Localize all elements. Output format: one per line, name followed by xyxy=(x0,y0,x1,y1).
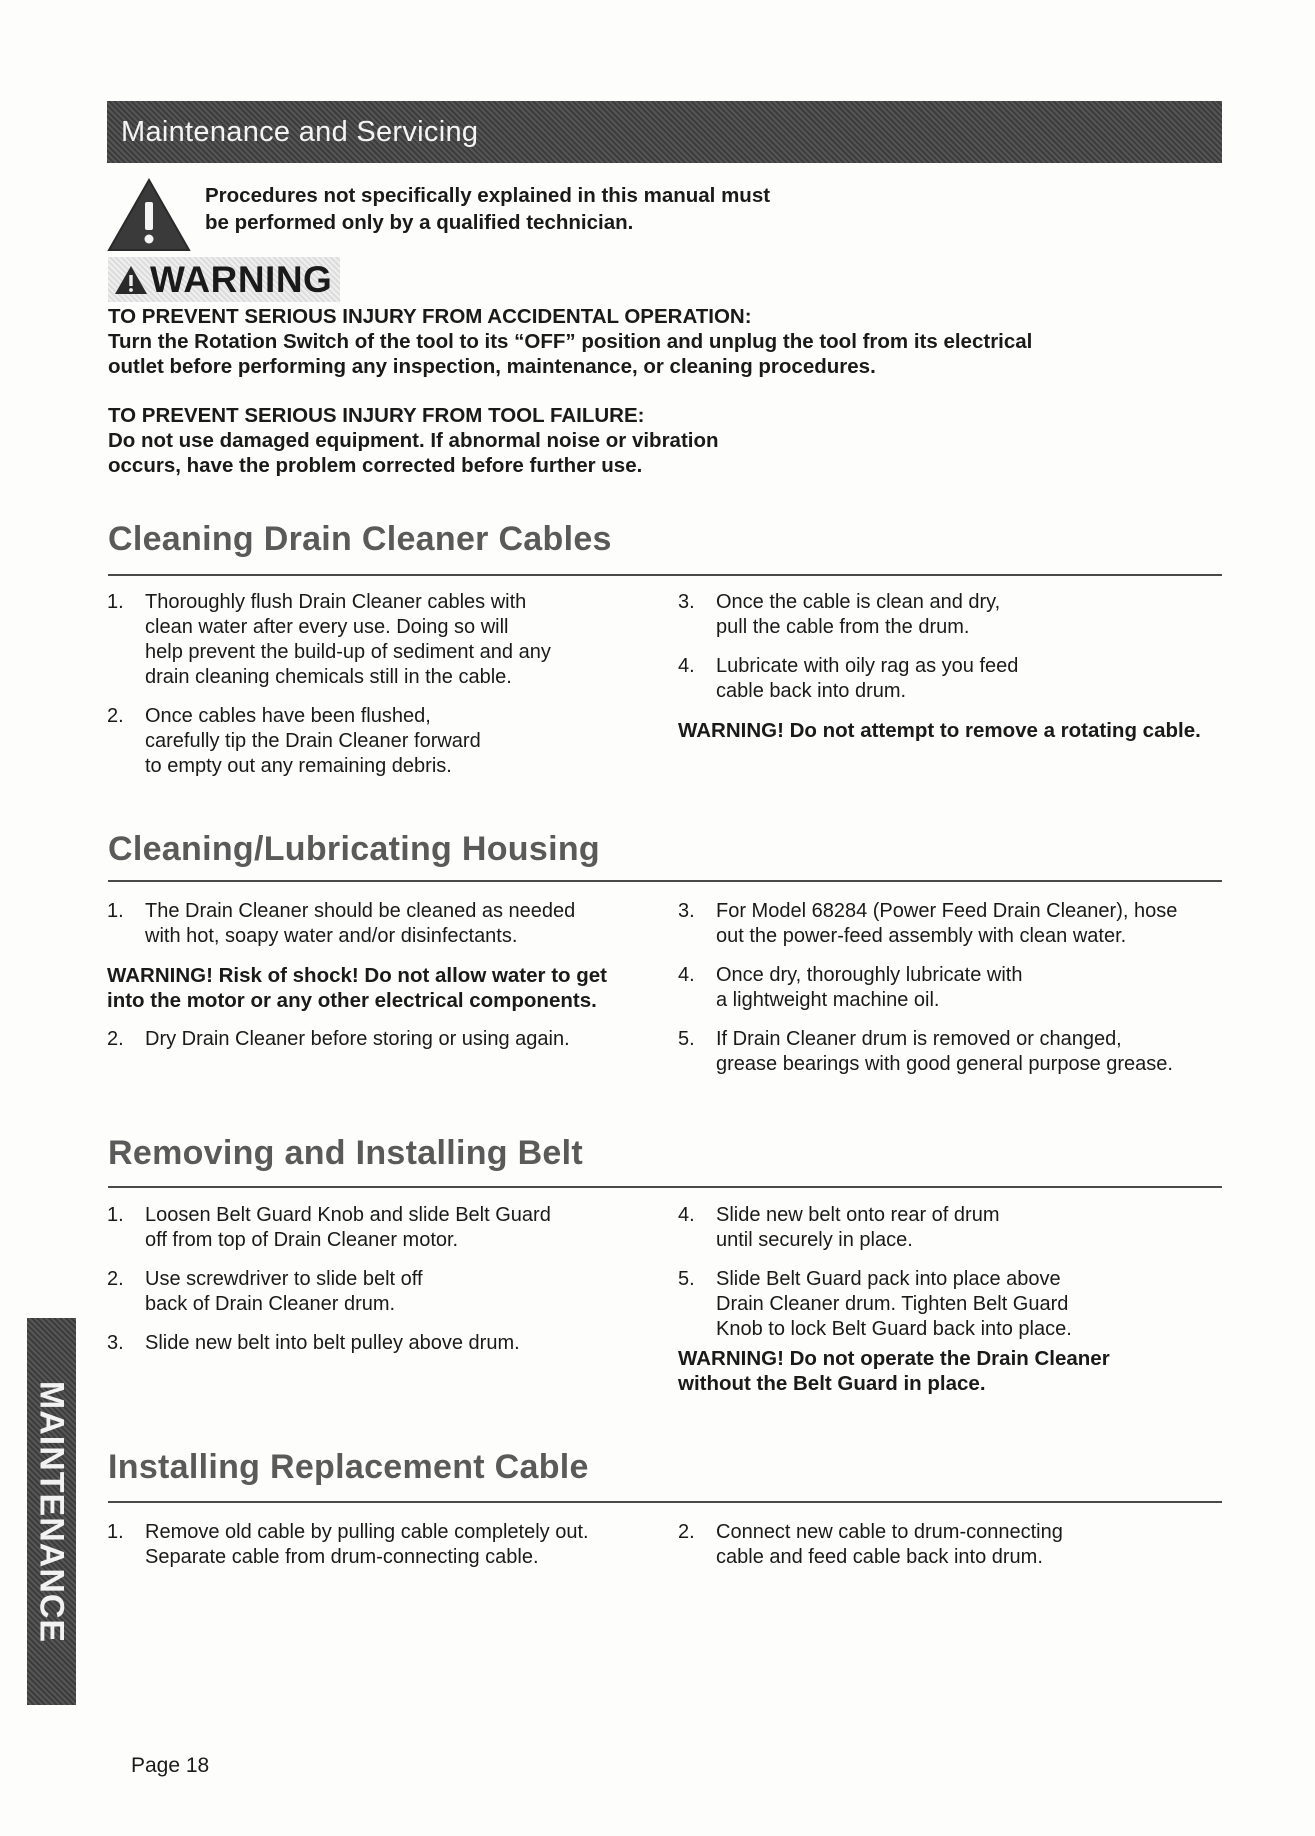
warning-line: TO PREVENT SERIOUS INJURY FROM ACCIDENTAL OPERATION: xyxy=(108,305,752,328)
item-line: carefully tip the Drain Cleaner forward xyxy=(145,730,481,752)
item-line: Knob to lock Belt Guard back into place. xyxy=(716,1318,1072,1340)
list-item xyxy=(678,654,1201,704)
section-divider xyxy=(108,574,1222,576)
warning-line: without the Belt Guard in place. xyxy=(678,1372,986,1395)
cables-left-column xyxy=(107,590,551,793)
item-line: to empty out any remaining debris. xyxy=(145,755,452,777)
belt-right-column xyxy=(678,1203,1110,1410)
list-item xyxy=(107,704,551,779)
caution-triangle-icon xyxy=(107,178,191,252)
item-line: Thoroughly flush Drain Cleaner cables with xyxy=(145,591,527,613)
item-number: 4. xyxy=(678,655,695,677)
warning-line: WARNING! Risk of shock! Do not allow water to get xyxy=(107,964,607,987)
replacement-right-column xyxy=(678,1520,1063,1584)
item-line: Connect new cable to drum-connecting xyxy=(716,1521,1063,1543)
shock-warning xyxy=(107,963,607,1013)
warning-tool-failure xyxy=(108,403,719,478)
belt-left-column xyxy=(107,1203,551,1370)
item-line: Dry Drain Cleaner before storing or using again. xyxy=(145,1028,570,1050)
item-number: 3. xyxy=(678,591,695,613)
item-line: clean water after every use. Doing so will xyxy=(145,616,509,638)
list-item xyxy=(678,899,1177,949)
item-number: 2. xyxy=(107,1028,124,1050)
item-line: with hot, soapy water and/or disinfectants. xyxy=(145,925,518,947)
item-line: Slide Belt Guard pack into place above xyxy=(716,1268,1061,1290)
list-item xyxy=(107,1203,551,1253)
item-line: For Model 68284 (Power Feed Drain Cleaner), hose xyxy=(716,900,1178,922)
item-number: 1. xyxy=(107,900,124,922)
warning-triangle-icon xyxy=(114,265,148,295)
item-line: The Drain Cleaner should be cleaned as needed xyxy=(145,900,576,922)
item-number: 2. xyxy=(107,1268,124,1290)
list-item xyxy=(678,590,1201,640)
section-banner xyxy=(107,101,1222,163)
section-title-housing: Cleaning/Lubricating Housing xyxy=(108,830,600,868)
item-line: Use screwdriver to slide belt off xyxy=(145,1268,423,1290)
list-item xyxy=(107,1027,607,1052)
item-line: Drain Cleaner drum. Tighten Belt Guard xyxy=(716,1293,1069,1315)
section-divider xyxy=(108,1186,1222,1188)
list-item xyxy=(107,590,551,690)
list-item xyxy=(678,1203,1110,1253)
belt-guard-warning xyxy=(678,1346,1110,1396)
section-title-replacement-cable: Installing Replacement Cable xyxy=(108,1448,589,1486)
item-line: Lubricate with oily rag as you feed xyxy=(716,655,1019,677)
banner-title: Maintenance and Servicing xyxy=(121,115,479,148)
warning-line: occurs, have the problem corrected before further use. xyxy=(108,454,643,477)
housing-right-column xyxy=(678,899,1177,1091)
section-title-belt: Removing and Installing Belt xyxy=(108,1134,584,1172)
item-line: out the power-feed assembly with clean water. xyxy=(716,925,1127,947)
item-line: Remove old cable by pulling cable completely out. xyxy=(145,1521,589,1543)
list-item xyxy=(678,963,1177,1013)
caution-notice xyxy=(107,178,1007,256)
item-line: back of Drain Cleaner drum. xyxy=(145,1293,396,1315)
warning-line: Turn the Rotation Switch of the tool to its “OFF” position and unplug the tool from its electrical xyxy=(108,330,1033,353)
housing-left-column xyxy=(107,899,607,1066)
list-item xyxy=(107,1331,551,1356)
item-line: If Drain Cleaner drum is removed or changed, xyxy=(716,1028,1122,1050)
item-number: 1. xyxy=(107,1204,124,1226)
item-line: help prevent the build-up of sediment and any xyxy=(145,641,551,663)
warning-badge xyxy=(108,257,340,302)
item-number: 1. xyxy=(107,591,124,613)
side-tab-label: MAINTENANCE xyxy=(32,1380,71,1644)
replacement-left-column xyxy=(107,1520,589,1584)
item-line: Once the cable is clean and dry, xyxy=(716,591,1001,613)
caution-line: be performed only by a qualified technician. xyxy=(205,211,634,234)
warning-badge-label: WARNING xyxy=(150,258,333,300)
item-line: grease bearings with good general purpose grease. xyxy=(716,1053,1173,1075)
item-line: Slide new belt onto rear of drum xyxy=(716,1204,1000,1226)
list-item xyxy=(678,1520,1063,1570)
item-number: 2. xyxy=(107,705,124,727)
item-number: 4. xyxy=(678,1204,695,1226)
item-number: 4. xyxy=(678,964,695,986)
item-line: Once dry, thoroughly lubricate with xyxy=(716,964,1023,986)
cables-right-column xyxy=(678,590,1201,757)
item-line: Loosen Belt Guard Knob and slide Belt Guard xyxy=(145,1204,551,1226)
list-item xyxy=(107,899,607,949)
rotating-cable-warning xyxy=(678,718,1201,743)
section-divider xyxy=(108,880,1222,882)
item-line: cable back into drum. xyxy=(716,680,907,702)
item-number: 1. xyxy=(107,1521,124,1543)
warning-line: Do not use damaged equipment. If abnormal noise or vibration xyxy=(108,429,719,452)
maintenance-side-tab xyxy=(27,1318,76,1705)
list-item xyxy=(107,1520,589,1570)
item-number: 3. xyxy=(107,1332,124,1354)
item-line: Separate cable from drum-connecting cable. xyxy=(145,1546,539,1568)
item-number: 2. xyxy=(678,1521,695,1543)
item-line: drain cleaning chemicals still in the cable. xyxy=(145,666,512,688)
section-title-cleaning-cables: Cleaning Drain Cleaner Cables xyxy=(108,520,612,558)
item-number: 5. xyxy=(678,1268,695,1290)
item-line: pull the cable from the drum. xyxy=(716,616,970,638)
item-number: 5. xyxy=(678,1028,695,1050)
item-line: Once cables have been flushed, xyxy=(145,705,431,727)
warning-line: WARNING! Do not operate the Drain Cleaner xyxy=(678,1347,1110,1370)
item-line: off from top of Drain Cleaner motor. xyxy=(145,1229,459,1251)
caution-line: Procedures not specifically explained in this manual must xyxy=(205,184,771,207)
item-line: Slide new belt into belt pulley above drum. xyxy=(145,1332,520,1354)
warning-line: into the motor or any other electrical components. xyxy=(107,989,597,1012)
caution-text xyxy=(205,182,770,236)
warning-line: TO PREVENT SERIOUS INJURY FROM TOOL FAILURE: xyxy=(108,404,645,427)
list-item xyxy=(107,1267,551,1317)
item-number: 3. xyxy=(678,900,695,922)
item-line: cable and feed cable back into drum. xyxy=(716,1546,1043,1568)
item-line: until securely in place. xyxy=(716,1229,913,1251)
list-item xyxy=(678,1027,1177,1077)
section-divider xyxy=(108,1501,1222,1503)
warning-line: outlet before performing any inspection, maintenance, or cleaning procedures. xyxy=(108,355,876,378)
warning-accidental-operation xyxy=(108,304,1032,379)
warning-line: WARNING! Do not attempt to remove a rotating cable. xyxy=(678,719,1201,742)
item-line: a lightweight machine oil. xyxy=(716,989,940,1011)
page-number: Page 18 xyxy=(131,1754,210,1777)
list-item xyxy=(678,1267,1110,1342)
